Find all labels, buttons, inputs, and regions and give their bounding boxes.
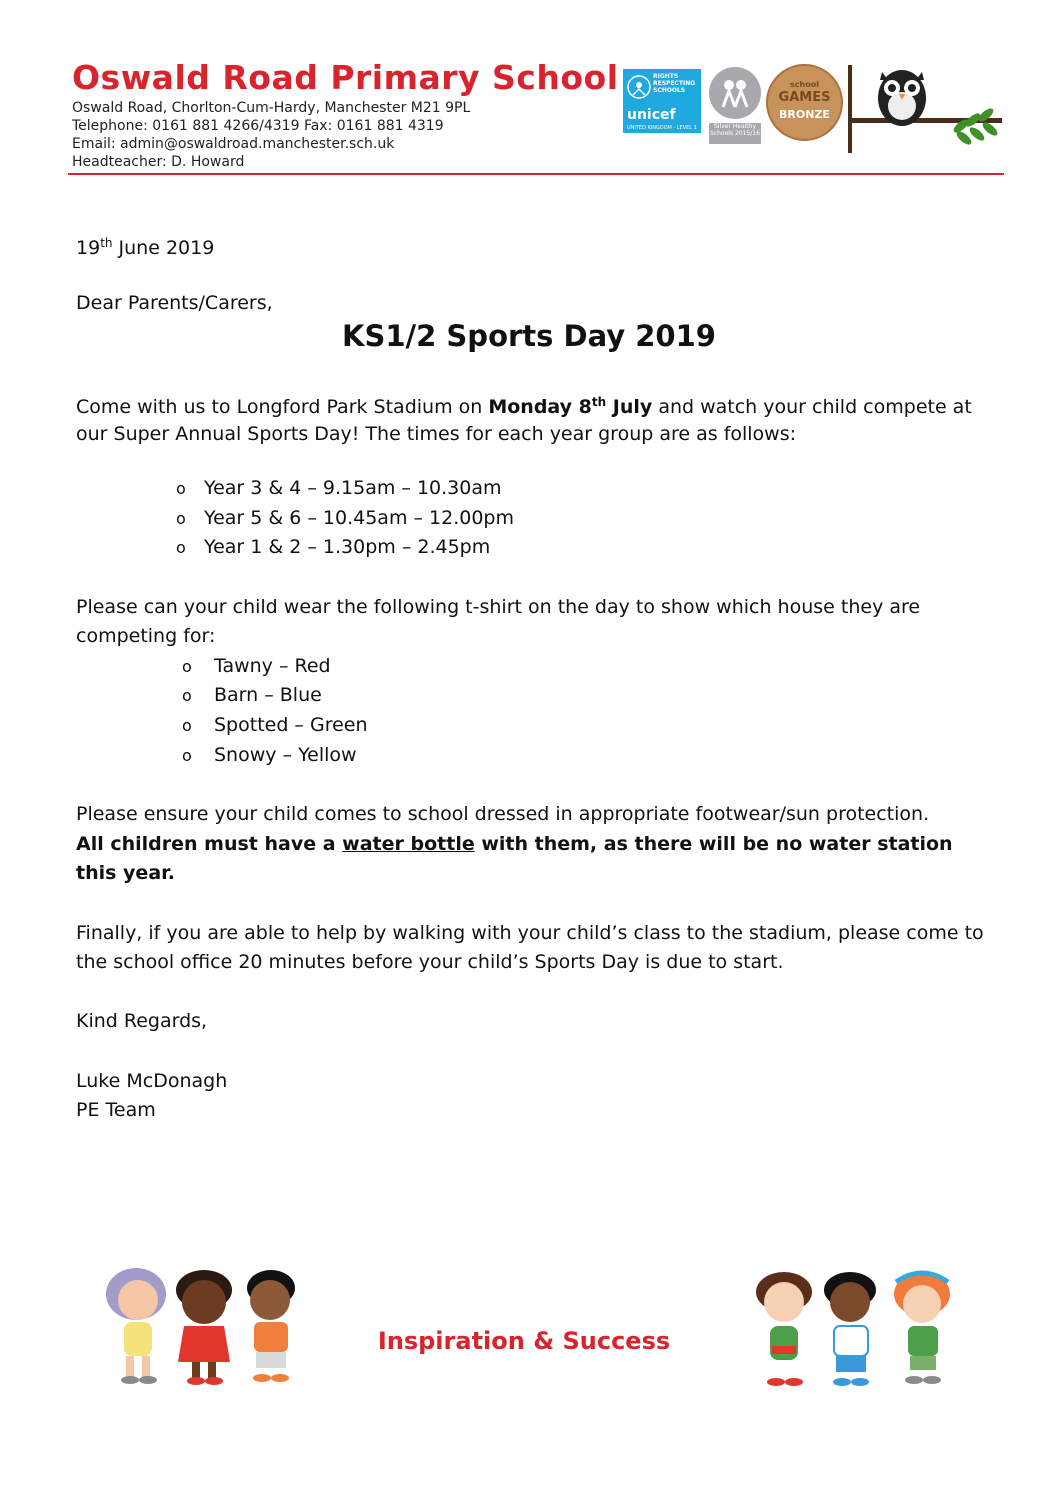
letter-date: 19th June 2019 (76, 236, 215, 259)
school-headteacher: Headteacher: D. Howard (72, 154, 245, 170)
unicef-badge-top-text: RIGHTS RESPECTING SCHOOLS (653, 73, 696, 94)
intro-paragraph-line2: our Super Annual Sports Day! The times for each year group are as follows: (76, 423, 797, 445)
bullet-icon: o (176, 479, 186, 498)
help-paragraph-line2: the school office 20 minutes before your child’s Sports Day is due to start. (76, 951, 784, 973)
school-name: Oswald Road Primary School (72, 58, 619, 97)
school-address: Oswald Road, Chorlton-Cum-Hardy, Manchester M21 9PL (72, 100, 471, 116)
school-games-bronze-badge (766, 64, 843, 141)
school-motto: Inspiration & Success (377, 1327, 671, 1355)
cartoon-children-right-illustration (744, 1266, 966, 1392)
signer-team: PE Team (76, 1099, 156, 1121)
letter-title: KS1/2 Sports Day 2019 (342, 319, 716, 353)
bullet-icon: o (182, 746, 192, 765)
school-telephone: Telephone: 0161 881 4266/4319 Fax: 0161 881 4319 (72, 118, 444, 134)
bullet-icon: o (182, 686, 192, 705)
water-bottle-notice-line2: this year. (76, 862, 176, 884)
bullet-icon: o (176, 509, 186, 528)
games-badge-line3: BRONZE (779, 108, 830, 121)
salutation: Dear Parents/Carers, (76, 292, 273, 314)
header-divider (68, 173, 1004, 175)
tshirt-paragraph-line2: competing for: (76, 625, 216, 647)
water-bottle-notice-line1: All children must have a water bottle with them, as there will be no water station (76, 833, 953, 855)
signer-name: Luke McDonagh (76, 1070, 228, 1092)
footwear-paragraph: Please ensure your child comes to school dressed in appropriate footwear/sun protection. (76, 803, 930, 825)
school-email: Email: admin@oswaldroad.manchester.sch.uk (72, 136, 395, 152)
bullet-icon: o (182, 657, 192, 676)
owl-on-branch-logo (846, 60, 1006, 155)
unicef-badge-name: unicef (627, 107, 676, 123)
games-badge-line1: school (790, 80, 819, 89)
healthy-schools-badge (709, 67, 761, 119)
bullet-icon: o (176, 538, 186, 557)
globe-icon (626, 72, 652, 102)
healthy-schools-caption: Silver Healthy Schools 2015/16 (709, 123, 761, 144)
intro-paragraph-line1: Come with us to Longford Park Stadium on Monday 8th July and watch your child compete at (76, 395, 972, 418)
games-badge-line2: GAMES (778, 90, 831, 105)
tshirt-paragraph-line1: Please can your child wear the following t-shirt on the day to show which house they are (76, 596, 921, 618)
unicef-badge-sub: UNITED KINGDOM · LEVEL 1 (627, 125, 697, 131)
unicef-rights-respecting-badge (623, 69, 701, 133)
children-figures-icon (709, 67, 761, 119)
help-paragraph-line1: Finally, if you are able to help by walking with your child’s class to the stadium, please come to (76, 922, 984, 944)
closing: Kind Regards, (76, 1010, 208, 1032)
bullet-icon: o (182, 716, 192, 735)
